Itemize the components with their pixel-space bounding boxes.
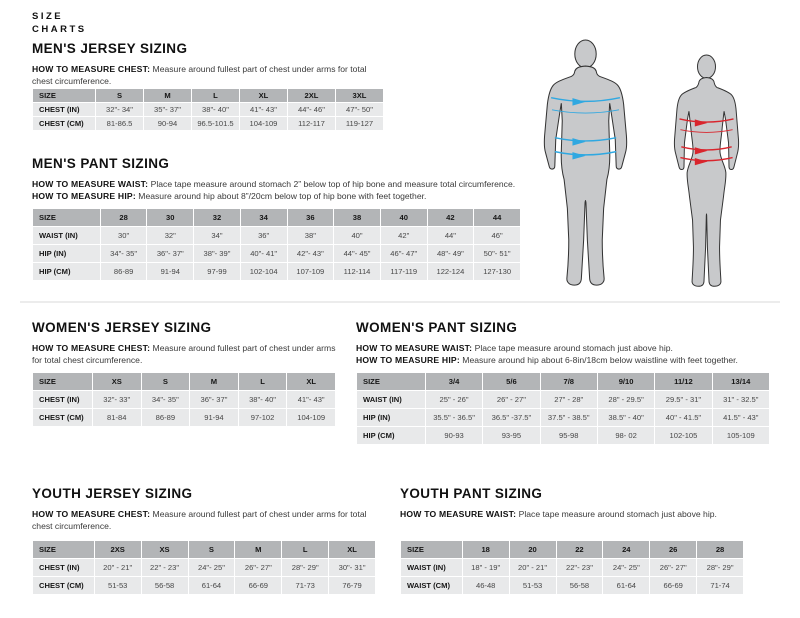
cell-value: 38.5" - 40" xyxy=(598,409,654,426)
row-label: CHEST (IN) xyxy=(33,103,95,116)
page-title-line1: SIZE xyxy=(32,11,64,22)
cell-value: 107-109 xyxy=(288,263,334,280)
male-body-silhouette xyxy=(544,40,626,285)
mens-jersey-table xyxy=(32,88,384,131)
table-col-header: XL xyxy=(240,89,287,102)
cell-value: 61-64 xyxy=(189,577,235,594)
table-corner-header: SIZE xyxy=(33,209,100,226)
cell-value: 42" xyxy=(381,227,427,244)
cell-value: 40" xyxy=(334,227,380,244)
table-header-row xyxy=(33,541,375,558)
cell-value: 41"- 43" xyxy=(287,391,335,408)
table-col-header: 26 xyxy=(650,541,696,558)
table-row xyxy=(401,559,743,576)
cell-value: 28" - 29.5" xyxy=(598,391,654,408)
cell-value: 112-117 xyxy=(288,117,335,130)
cell-value: 30" xyxy=(101,227,147,244)
section-title: YOUTH JERSEY SIZING xyxy=(32,486,193,501)
cell-value: 46-48 xyxy=(463,577,509,594)
table-col-header: 18 xyxy=(463,541,509,558)
table-col-header: S xyxy=(142,373,190,390)
cell-value: 48"- 49" xyxy=(428,245,474,262)
table-col-header: XL xyxy=(329,541,375,558)
cell-value: 127-130 xyxy=(474,263,520,280)
cell-value: 44"- 46" xyxy=(288,103,335,116)
cell-value: 20" - 21" xyxy=(95,559,141,576)
mens-pant-table xyxy=(32,208,521,281)
table-row xyxy=(33,577,375,594)
cell-value: 56-58 xyxy=(142,577,188,594)
cell-value: 32"- 34" xyxy=(96,103,143,116)
cell-value: 42"- 43" xyxy=(288,245,334,262)
cell-value: 81-86.5 xyxy=(96,117,143,130)
cell-value: 44"- 45" xyxy=(334,245,380,262)
table-col-header: 32 xyxy=(194,209,240,226)
cell-value: 31" - 32.5" xyxy=(713,391,769,408)
row-label: HIP (CM) xyxy=(357,427,425,444)
row-label: HIP (IN) xyxy=(357,409,425,426)
cell-value: 30"- 31" xyxy=(329,559,375,576)
cell-value: 40"- 41" xyxy=(241,245,287,262)
youth-pant-table xyxy=(400,540,744,595)
cell-value: 28"- 29" xyxy=(697,559,743,576)
cell-value: 34"- 35" xyxy=(101,245,147,262)
howto-label: HOW TO MEASURE WAIST: xyxy=(400,509,517,519)
row-label: CHEST (IN) xyxy=(33,391,92,408)
cell-value: 22" - 23" xyxy=(142,559,188,576)
section-youth-jersey-sizing xyxy=(32,486,376,606)
table-corner-header: SIZE xyxy=(401,541,462,558)
table-col-header: 3XL xyxy=(336,89,383,102)
cell-value: 81-84 xyxy=(93,409,141,426)
size-table xyxy=(32,540,376,595)
cell-value: 28"- 29" xyxy=(282,559,328,576)
table-col-header: S xyxy=(189,541,235,558)
table-corner-header: SIZE xyxy=(357,373,425,390)
howto-text: Place tape measure around stomach 2” below top of hip bone and measure total circumference. xyxy=(150,179,516,189)
section-title: WOMEN'S JERSEY SIZING xyxy=(32,320,212,335)
section-divider xyxy=(20,301,780,303)
cell-value: 97-102 xyxy=(239,409,287,426)
cell-value: 102-104 xyxy=(241,263,287,280)
size-table xyxy=(32,372,336,427)
howto-chest xyxy=(32,343,336,366)
table-col-header: 13/14 xyxy=(713,373,769,390)
howto-hip xyxy=(356,355,770,367)
table-row xyxy=(33,245,520,262)
row-label: WAIST (CM) xyxy=(401,577,462,594)
table-col-header: 2XS xyxy=(95,541,141,558)
cell-value: 38"- 39" xyxy=(194,245,240,262)
cell-value: 71-74 xyxy=(697,577,743,594)
cell-value: 36" xyxy=(241,227,287,244)
table-col-header: 24 xyxy=(603,541,649,558)
cell-value: 86-89 xyxy=(142,409,190,426)
table-col-header: 42 xyxy=(428,209,474,226)
cell-value: 27" - 28" xyxy=(541,391,597,408)
cell-value: 91-94 xyxy=(190,409,238,426)
cell-value: 32"- 33" xyxy=(93,391,141,408)
table-row xyxy=(33,391,335,408)
table-corner-header: SIZE xyxy=(33,373,92,390)
howto-hip xyxy=(32,191,521,203)
womens-jersey-table xyxy=(32,372,336,427)
section-mens-jersey-sizing xyxy=(32,41,384,151)
cell-value: 51-53 xyxy=(510,577,556,594)
section-title: MEN'S PANT SIZING xyxy=(32,156,170,171)
howto-waist xyxy=(400,509,744,521)
table-row xyxy=(357,409,769,426)
row-label: CHEST (CM) xyxy=(33,409,92,426)
cell-value: 122-124 xyxy=(428,263,474,280)
section-title: YOUTH PANT SIZING xyxy=(400,486,543,501)
cell-value: 119-127 xyxy=(336,117,383,130)
table-corner-header: SIZE xyxy=(33,89,95,102)
table-col-header: 9/10 xyxy=(598,373,654,390)
table-col-header: L xyxy=(239,373,287,390)
table-row xyxy=(357,391,769,408)
table-col-header: XS xyxy=(142,541,188,558)
table-col-header: 44 xyxy=(474,209,520,226)
row-label: HIP (CM) xyxy=(33,263,100,280)
howto-label: HOW TO MEASURE WAIST: xyxy=(356,343,473,353)
row-label: CHEST (CM) xyxy=(33,577,94,594)
table-col-header: M xyxy=(235,541,281,558)
howto-text: Measure around fullest part of chest under arms for total chest circumference. xyxy=(32,343,336,365)
cell-value: 41"- 43" xyxy=(240,103,287,116)
table-col-header: L xyxy=(282,541,328,558)
cell-value: 47"- 50" xyxy=(336,103,383,116)
cell-value: 102-105 xyxy=(655,427,711,444)
section-title: MEN'S JERSEY SIZING xyxy=(32,41,188,56)
cell-value: 37.5" - 38.5" xyxy=(541,409,597,426)
table-col-header: 38 xyxy=(334,209,380,226)
cell-value: 36"- 37" xyxy=(190,391,238,408)
size-table xyxy=(400,540,744,595)
row-label: WAIST (IN) xyxy=(33,227,100,244)
howto-label: HOW TO MEASURE CHEST: xyxy=(32,509,151,519)
cell-value: 44" xyxy=(428,227,474,244)
howto-chest xyxy=(32,509,376,532)
row-label: HIP (IN) xyxy=(33,245,100,262)
section-youth-pant-sizing xyxy=(400,486,744,606)
cell-value: 38" xyxy=(288,227,334,244)
cell-value: 26" - 27" xyxy=(483,391,539,408)
howto-label: HOW TO MEASURE CHEST: xyxy=(32,64,151,74)
howto-text: Measure around fullest part of chest under arms for total chest circumference. xyxy=(32,64,367,86)
table-col-header: 40 xyxy=(381,209,427,226)
table-row xyxy=(33,409,335,426)
table-header-row xyxy=(33,209,520,226)
cell-value: 86-89 xyxy=(101,263,147,280)
cell-value: 71-73 xyxy=(282,577,328,594)
section-mens-pant-sizing xyxy=(32,156,521,291)
row-label: WAIST (IN) xyxy=(401,559,462,576)
cell-value: 50"- 51" xyxy=(474,245,520,262)
cell-value: 56-58 xyxy=(557,577,603,594)
cell-value: 26"- 27" xyxy=(650,559,696,576)
section-womens-pant-sizing xyxy=(356,320,770,455)
table-header-row xyxy=(33,373,335,390)
cell-value: 46" xyxy=(474,227,520,244)
cell-value: 93-95 xyxy=(483,427,539,444)
howto-label: HOW TO MEASURE WAIST: xyxy=(32,179,149,189)
youth-jersey-table xyxy=(32,540,376,595)
cell-value: 34" xyxy=(194,227,240,244)
table-col-header: 36 xyxy=(288,209,334,226)
cell-value: 51-53 xyxy=(95,577,141,594)
cell-value: 35.5" - 36.5" xyxy=(426,409,482,426)
cell-value: 76-79 xyxy=(329,577,375,594)
howto-label: HOW TO MEASURE HIP: xyxy=(356,354,460,365)
cell-value: 112-114 xyxy=(334,263,380,280)
table-row xyxy=(33,227,520,244)
cell-value: 20" - 21" xyxy=(510,559,556,576)
howto-chest xyxy=(32,64,384,87)
cell-value: 66-69 xyxy=(235,577,281,594)
table-col-header: 2XL xyxy=(288,89,335,102)
cell-value: 18" - 19" xyxy=(463,559,509,576)
row-label: CHEST (CM) xyxy=(33,117,95,130)
howto-text: Measure around hip about 8”/20cm below top of hip bone with feet together. xyxy=(138,190,427,201)
size-table xyxy=(356,372,770,445)
page-title xyxy=(32,10,87,37)
cell-value: 26"- 27" xyxy=(235,559,281,576)
cell-value: 22"- 23" xyxy=(557,559,603,576)
row-label: WAIST (IN) xyxy=(357,391,425,408)
table-corner-header: SIZE xyxy=(33,541,94,558)
table-col-header: 7/8 xyxy=(541,373,597,390)
cell-value: 34"- 35" xyxy=(142,391,190,408)
howto-waist xyxy=(32,179,521,191)
row-label: CHEST (IN) xyxy=(33,559,94,576)
cell-value: 38"- 40" xyxy=(239,391,287,408)
cell-value: 105-109 xyxy=(713,427,769,444)
cell-value: 97-99 xyxy=(194,263,240,280)
table-col-header: 3/4 xyxy=(426,373,482,390)
howto-text: Measure around hip about 6-8in/18cm below waistline with feet together. xyxy=(462,354,738,365)
cell-value: 90-94 xyxy=(144,117,191,130)
table-col-header: 22 xyxy=(557,541,603,558)
table-col-header: XL xyxy=(287,373,335,390)
womens-pant-table xyxy=(356,372,770,445)
cell-value: 96.5-101.5 xyxy=(192,117,239,130)
size-table xyxy=(32,208,521,281)
table-row xyxy=(33,117,383,130)
cell-value: 38"- 40" xyxy=(192,103,239,116)
table-row xyxy=(401,577,743,594)
cell-value: 91-94 xyxy=(147,263,193,280)
page-title-line2: CHARTS xyxy=(32,24,87,36)
table-col-header: M xyxy=(144,89,191,102)
cell-value: 98- 02 xyxy=(598,427,654,444)
cell-value: 36"- 37" xyxy=(147,245,193,262)
table-header-row xyxy=(33,89,383,102)
table-col-header: S xyxy=(96,89,143,102)
cell-value: 95-98 xyxy=(541,427,597,444)
table-col-header: 20 xyxy=(510,541,556,558)
cell-value: 61-64 xyxy=(603,577,649,594)
female-body-silhouette xyxy=(674,55,738,286)
table-col-header: M xyxy=(190,373,238,390)
cell-value: 32" xyxy=(147,227,193,244)
howto-label: HOW TO MEASURE HIP: xyxy=(32,190,136,201)
cell-value: 25" - 26" xyxy=(426,391,482,408)
table-row xyxy=(33,263,520,280)
howto-waist xyxy=(356,343,770,355)
table-col-header: 5/6 xyxy=(483,373,539,390)
cell-value: 90-93 xyxy=(426,427,482,444)
cell-value: 40" - 41.5" xyxy=(655,409,711,426)
size-table xyxy=(32,88,384,131)
table-col-header: 30 xyxy=(147,209,193,226)
table-row xyxy=(357,427,769,444)
cell-value: 46"- 47" xyxy=(381,245,427,262)
table-col-header: 28 xyxy=(101,209,147,226)
cell-value: 104-109 xyxy=(287,409,335,426)
cell-value: 29.5" - 31" xyxy=(655,391,711,408)
cell-value: 117-119 xyxy=(381,263,427,280)
howto-label: HOW TO MEASURE CHEST: xyxy=(32,343,151,353)
table-header-row xyxy=(357,373,769,390)
table-header-row xyxy=(401,541,743,558)
cell-value: 35"- 37" xyxy=(144,103,191,116)
section-title: WOMEN'S PANT SIZING xyxy=(356,320,518,335)
table-row xyxy=(33,103,383,116)
table-col-header: 11/12 xyxy=(655,373,711,390)
measurement-figures xyxy=(528,26,780,298)
table-col-header: 28 xyxy=(697,541,743,558)
cell-value: 41.5" - 43" xyxy=(713,409,769,426)
table-col-header: 34 xyxy=(241,209,287,226)
cell-value: 104-109 xyxy=(240,117,287,130)
howto-text: Place tape measure around stomach just above hip. xyxy=(474,343,673,353)
table-row xyxy=(33,559,375,576)
cell-value: 24"- 25" xyxy=(603,559,649,576)
howto-text: Place tape measure around stomach just above hip. xyxy=(518,509,717,519)
howto-text: Measure around fullest part of chest under arms for total chest circumference. xyxy=(32,509,367,531)
table-col-header: XS xyxy=(93,373,141,390)
table-col-header: L xyxy=(192,89,239,102)
cell-value: 36.5" -37.5" xyxy=(483,409,539,426)
cell-value: 66-69 xyxy=(650,577,696,594)
section-womens-jersey-sizing xyxy=(32,320,336,440)
cell-value: 24"- 25" xyxy=(189,559,235,576)
